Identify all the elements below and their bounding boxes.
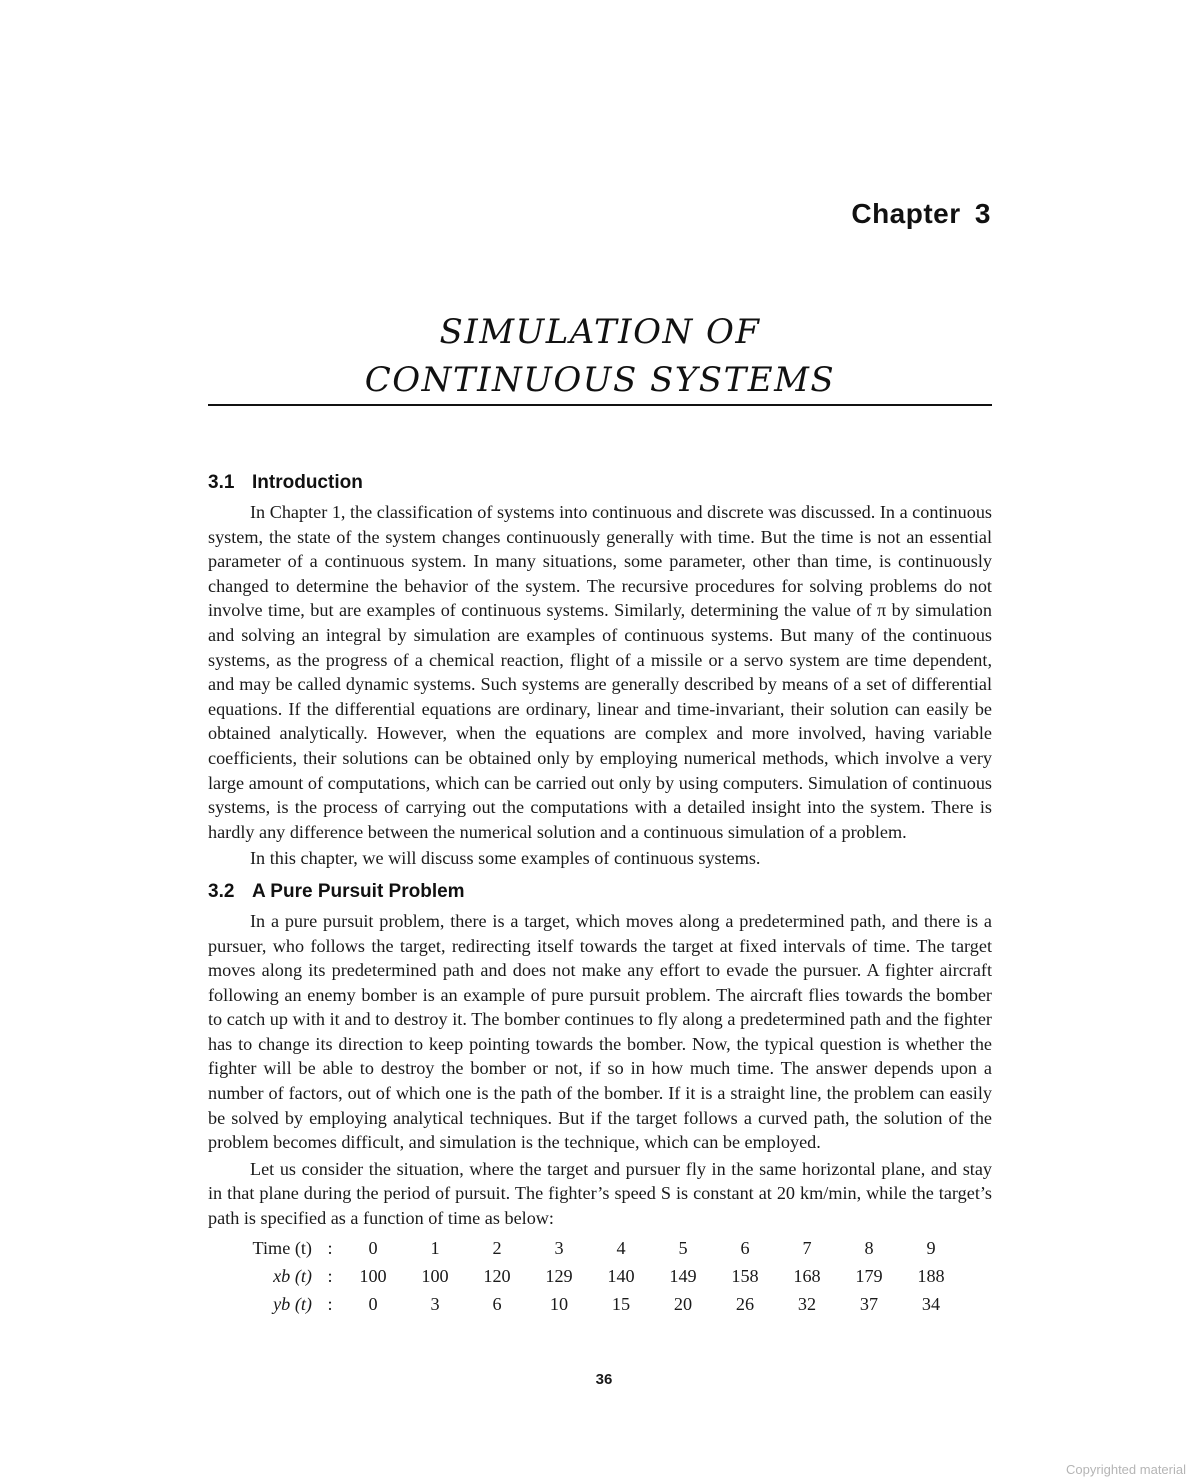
row-label: yb (t) <box>273 1294 312 1315</box>
table-cell: 8 <box>864 1238 874 1259</box>
table-cell: 32 <box>797 1294 817 1315</box>
section-heading <box>208 470 992 496</box>
table-cell: 140 <box>607 1266 635 1287</box>
title-divider <box>208 404 992 406</box>
page-number: 36 <box>595 1371 613 1388</box>
row-separator: : <box>327 1266 333 1287</box>
section-introduction <box>208 470 992 871</box>
table-cell: 26 <box>735 1294 755 1315</box>
page-content <box>208 470 992 1319</box>
section-pure-pursuit <box>208 879 992 1319</box>
section-number: 3.1 <box>208 472 235 493</box>
table-cell: 0 <box>368 1238 378 1259</box>
row-label: xb (t) <box>273 1266 312 1287</box>
table-cell: 100 <box>359 1266 387 1287</box>
row-separator: : <box>327 1294 333 1315</box>
table-cell: 0 <box>368 1294 378 1315</box>
table-cell: 10 <box>549 1294 569 1315</box>
chapter-title-line-1: SIMULATION OF <box>439 312 761 352</box>
table-cell: 158 <box>731 1266 759 1287</box>
table-cell: 129 <box>545 1266 573 1287</box>
section-title: A Pure Pursuit Problem <box>252 880 465 902</box>
paragraph: In this chapter, we will discuss some examples of continuous systems. <box>250 848 761 869</box>
table-cell: 6 <box>492 1294 502 1315</box>
table-cell: 120 <box>483 1266 511 1287</box>
table-cell: 168 <box>793 1266 821 1287</box>
row-label: Time (t) <box>252 1238 312 1259</box>
section-number: 3.2 <box>208 880 235 902</box>
paragraph: Let us consider the situation, where the target and pursuer fly in the same horizontal plane, and stay in that plane during the period of pursuit. The fighter’s speed S is constant at 20 km/min, while the target’s path is specified as a function of time as below: <box>208 1158 992 1229</box>
row-separator: : <box>327 1238 333 1259</box>
table-cell: 179 <box>855 1266 883 1287</box>
paragraph: In a pure pursuit problem, there is a target, which moves along a predetermined path, and there is a pursuer, who follows the target, redirecting itself towards the target at fixed intervals of time. The target moves along its predetermined path and does not make any effort to evade the pursuer. A fighter aircraft following an enemy bomber is an example of pure pursuit problem. The aircraft flies towards the bomber to catch up with it and to destroy it. The bomber continues to fly along a predetermined path and the fighter has to change its direction to keep pointing towards the bomber. Now, the typical question is whether the fighter will be able to destroy the bomber or not, if so in how much time. The answer depends upon a number of factors, out of which one is the path of the bomber. If it is a straight line, the problem can easily be solved by employing analytical techniques. But if the target follows a curved path, the solution of the problem becomes difficult, and simulation is the technique, which can be employed. <box>208 910 992 1153</box>
table-cell: 5 <box>678 1238 688 1259</box>
chapter-label: Chapter 3 <box>851 198 991 229</box>
table-cell: 6 <box>740 1238 750 1259</box>
table-cell: 100 <box>421 1266 449 1287</box>
table-cell: 20 <box>673 1294 693 1315</box>
copyright-watermark: Copyrighted material <box>1066 1462 1186 1477</box>
paragraph: In Chapter 1, the classification of systems into continuous and discrete was discussed. In a continuous system, the state of the system changes continuously generally with time. But the time is not an essential parameter of a continuous system. In many situations, some parameter, other than time, is continuously changed to determine the behavior of the system. The recursive procedures for solving problems do not involve time, but are examples of continuous systems. Similarly, determining the value of π by simulation and solving an integral by simulation are examples of continuous systems. But many of the continuous systems, as the progress of a chemical reaction, flight of a missile or a servo system are time dependent, and may be called dynamic systems. Such systems are generally described by means of a set of differential equations. If the differential equations are ordinary, linear and time-invariant, their solution can easily be obtained analytically. However, when the equations are complex and more involved, having variable coefficients, their solutions can be obtained only by employing numerical methods, which involve a very large amount of computations, which can be carried out only by using computers. Simulation of continuous systems, is the process of carrying out the computations with a detailed insight into the system. There is hardly any difference between the numerical solution and a continuous simulation of a problem. <box>208 502 993 842</box>
table-cell: 3 <box>554 1238 564 1259</box>
table-row <box>248 1291 962 1319</box>
table-cell: 1 <box>430 1238 440 1259</box>
table-cell: 188 <box>917 1266 945 1287</box>
section-heading <box>208 879 992 905</box>
target-path-table <box>248 1235 962 1319</box>
table-cell: 9 <box>926 1238 936 1259</box>
table-cell: 37 <box>859 1294 879 1315</box>
table-cell: 34 <box>921 1294 941 1315</box>
chapter-title <box>208 308 992 404</box>
table-cell: 4 <box>616 1238 626 1259</box>
table-cell: 2 <box>492 1238 502 1259</box>
table-cell: 15 <box>611 1294 631 1315</box>
table-row <box>248 1235 962 1263</box>
table-cell: 7 <box>802 1238 812 1259</box>
chapter-title-line-2: CONTINUOUS SYSTEMS <box>364 360 836 400</box>
table-row <box>248 1263 962 1291</box>
table-cell: 3 <box>430 1294 440 1315</box>
section-title: Introduction <box>252 472 363 493</box>
table-cell: 149 <box>669 1266 697 1287</box>
